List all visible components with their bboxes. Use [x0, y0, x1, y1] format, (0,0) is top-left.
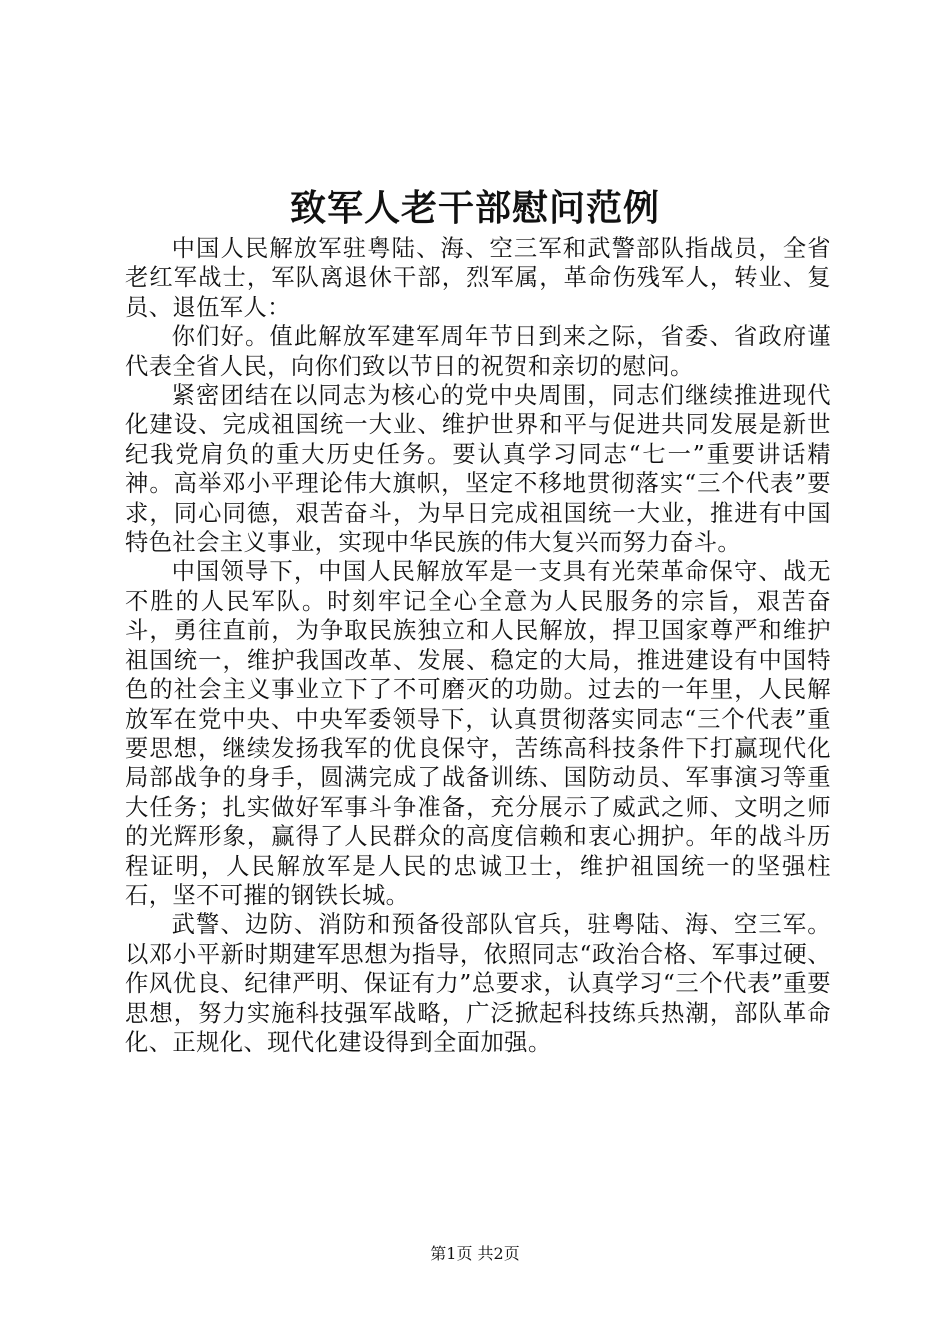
- document-title: 致军人老干部慰问范例: [289, 187, 660, 229]
- paragraph-armed-police: 武警、边防、消防和预备役部队官兵，驻粤陆、海、空三军。以邓小平新时期建军思想为指导，依照同志“政治合格、军事过硬、作风优良、纪律严明、保证有力”总要求，认真学习“三个代表”重要思想，努力实施科技强军战略，广泛掀起科技练兵热潮，部队革命化、正规化、现代化建设得到全面加强。: [125, 911, 831, 1056]
- paragraph-tasks: 紧密团结在以同志为核心的党中央周围，同志们继续推进现代化建设、完成祖国统一大业、维护世界和平与促进共同发展是新世纪我党肩负的重大历史任务。要认真学习同志“七一”重要讲话精神。高举邓小平理论伟大旗帜，坚定不移地贯彻落实“三个代表”要求，同心同德，艰苦奋斗，为早日完成祖国统一大业，推进有中国特色社会主义事业，实现中华民族的伟大复兴而努力奋斗。: [125, 382, 831, 557]
- paragraph-greeting: 你们好。值此解放军建军周年节日到来之际，省委、省政府谨代表全省人民，向你们致以节日的祝贺和亲切的慰问。: [125, 323, 831, 380]
- document-body: [125, 234, 831, 1057]
- page-footer: 第1页 共2页: [430, 1244, 520, 1263]
- paragraph-army-history: 中国领导下，中国人民解放军是一支具有光荣革命保守、战无不胜的人民军队。时刻牢记全心全意为人民服务的宗旨，艰苦奋斗，勇往直前，为争取民族独立和人民解放，捍卫国家尊严和维护祖国统一，维护我国改革、发展、稳定的大局，推进建设有中国特色的社会主义事业立下了不可磨灭的功勋。过去的一年里，人民解放军在党中央、中央军委领导下，认真贯彻落实同志“三个代表”重要思想，继续发扬我军的优良保守，苦练高科技条件下打赢现代化局部战争的身手，圆满完成了战备训练、国防动员、军事演习等重大任务；扎实做好军事斗争准备，充分展示了威武之师、文明之师的光辉形象，赢得了人民群众的高度信赖和衷心拥护。年的战斗历程证明，人民解放军是人民的忠诚卫士，维护祖国统一的坚强柱石，坚不可摧的钢铁长城。: [125, 558, 831, 909]
- paragraph-salutation: 中国人民解放军驻粤陆、海、空三军和武警部队指战员，全省老红军战士，军队离退休干部，烈军属，革命伤残军人，转业、复员、退伍军人：: [125, 235, 831, 321]
